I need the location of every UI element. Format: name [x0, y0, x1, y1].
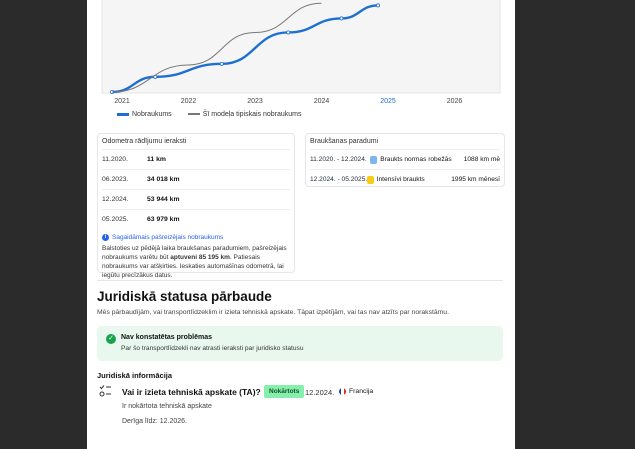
x-tick-label: 2025: [380, 98, 396, 105]
odometer-title: Odometra rādījumu ieraksti: [102, 138, 187, 145]
driving-color-swatch: [367, 176, 373, 184]
driving-value: 1088 km mē: [463, 156, 500, 163]
estimate-link-label: Sagaidāmais pašreizējais nobraukums: [112, 234, 224, 241]
status-badge: Nokārtots: [264, 385, 304, 398]
mileage-chart-svg: [97, 0, 503, 125]
no-problems-subtitle: Par šo transportlīdzekli nav atrasti ieraksti par juridisko statusu: [121, 345, 304, 352]
data-point: [287, 31, 290, 34]
chart-legend: [117, 111, 302, 118]
legend-item-mileage: [117, 111, 172, 118]
mileage-chart: [97, 0, 503, 125]
driving-card: [305, 133, 505, 187]
x-tick-label: 2021: [114, 98, 130, 105]
chart-plot-area: [102, 0, 500, 93]
odometer-card: [97, 133, 295, 279]
odometer-date: 05.2025.: [102, 216, 129, 223]
data-point: [220, 62, 223, 65]
check-icon: ✓: [106, 334, 116, 344]
estimate-text: Balstoties uz pēdējā laika braukšanas paradumiem, pašreizējais nobraukums varētu būt: [102, 245, 287, 261]
legend-label-mileage: Nobraukums: [132, 111, 172, 118]
valid-until: Derīga līdz: 12.2026.: [122, 418, 187, 425]
x-tick-label: 2023: [247, 98, 263, 105]
legal-info-heading: Juridiskā informācija: [97, 371, 173, 380]
driving-row: [310, 169, 500, 189]
estimate-link[interactable]: [102, 233, 290, 242]
driving-title: Braukšanas paradumi: [310, 138, 379, 145]
odometer-row: [102, 169, 290, 189]
x-tick-label: 2024: [313, 98, 330, 105]
inspection-question: Vai ir izieta tehniskā apskate (TA)?: [122, 387, 261, 397]
odometer-date: 06.2023.: [102, 176, 129, 183]
legal-description: Mēs pārbaudījām, vai transportlīdzeklim ir izieta tehniskā apskate. Tāpat izpētījām, vai tas nav atzīts par norakstāmu.: [97, 309, 449, 316]
estimate-value: aptuveni 85 195 km: [170, 254, 230, 261]
odometer-row: [102, 189, 290, 209]
driving-period: 12.2024. - 05.2025.: [310, 176, 368, 183]
france-flag-icon: [339, 388, 346, 395]
odometer-value: 63 979 km: [147, 216, 180, 223]
driving-period: 11.2020. - 12.2024.: [310, 156, 367, 163]
legal-heading: Juridiskā statusa pārbaude: [97, 289, 272, 304]
data-point: [376, 4, 379, 7]
inspection-date: 12.2024.: [305, 388, 335, 397]
checklist-icon: [99, 384, 111, 398]
info-icon: i: [102, 234, 109, 241]
data-point: [340, 17, 343, 20]
x-tick-label: 2026: [446, 98, 463, 105]
odometer-value: 11 km: [147, 156, 166, 163]
x-tick-label: 2022: [180, 98, 197, 105]
odometer-date: 12.2024.: [102, 196, 129, 203]
legend-item-typical: [188, 111, 302, 118]
odometer-value: 53 944 km: [147, 196, 180, 203]
estimate-block: [98, 229, 294, 284]
legend-label-typical: Šī modeļa tipiskais nobraukums: [202, 111, 302, 118]
odometer-row: [102, 209, 290, 229]
country-label: Francija: [349, 388, 374, 395]
odometer-row: [102, 149, 290, 169]
odometer-value: 34 018 km: [147, 176, 180, 183]
odometer-date: 11.2020.: [102, 156, 128, 163]
driving-label: Intensīvi braukts: [376, 176, 425, 183]
driving-row: [310, 149, 500, 169]
no-problems-box: [97, 326, 503, 361]
report-page: [87, 0, 515, 449]
section-divider: [97, 280, 503, 281]
no-problems-title: Nav konstatētas problēmas: [121, 334, 213, 341]
estimate-note: . Patiesais nobraukums var atšķirties. Ieskaties automašīnas odometrā, lai iegūtu precīzākus datus.: [102, 254, 284, 279]
driving-color-swatch: [370, 156, 377, 164]
driving-value: 1995 km mēnesī: [451, 176, 500, 183]
inspection-answer: Ir nokārtota tehniskā apskate: [122, 403, 212, 410]
driving-label: Braukts normas robežās: [380, 156, 452, 163]
